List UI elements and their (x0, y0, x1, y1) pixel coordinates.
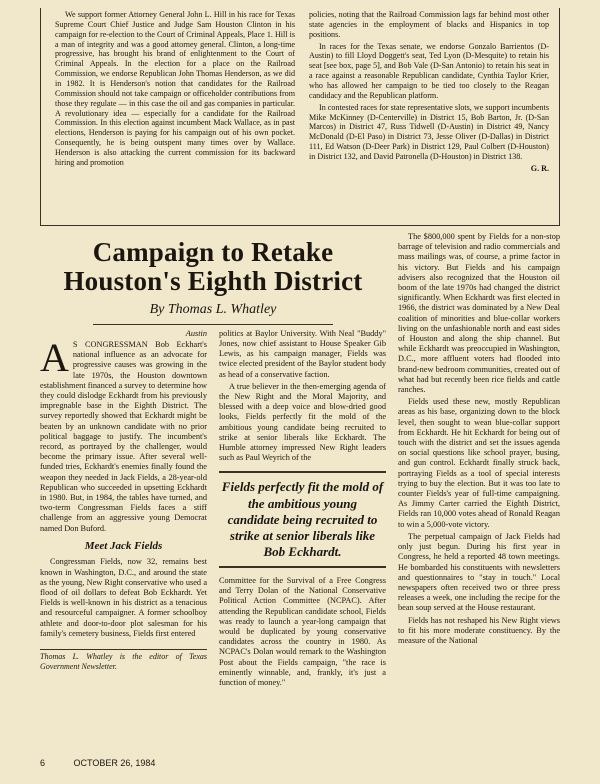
editor-signature: G. R. (530, 163, 549, 173)
endorsements-right-column (309, 10, 549, 221)
pull-quote: Fields perfectly fit the mold of the ambitious young candidate being recruited to strike at senior liberals like Bob Eckhardt. (219, 471, 386, 568)
lead-paragraph (40, 334, 207, 534)
body-paragraph: Fields used these new, mostly Republican areas as his base, organizing down to the block level, then sought to wean blue-collar support from Eckhardt. He hit Eckhardt for being out of touch with the district and set the issues agenda on social questions like school prayer, busing, and gun control. Eckhardt finally struck back, portraying Fields as a tool of special interests trying to buy the election. But it was too late to counter Fields's year of full-time campaigning. As Jimmy Carter carried the Eighth District, Fields ran 10,000 votes ahead of Ronald Reagan to win a 5,000-vote victory. (398, 397, 560, 529)
endorsements-left-column (55, 10, 295, 221)
editorial-endorsements-box (40, 8, 560, 226)
article-column-1 (40, 329, 207, 690)
article-column-2 (219, 329, 386, 690)
byline-divider (93, 324, 333, 325)
article-column-3 (398, 232, 560, 690)
body-paragraph: politics at Baylor University. With Neal "Buddy" Jones, now chief assistant to House Speaker Gib Lewis, as his campaign manager, Fields was twice elected president of the Baylor student body as head of a conservative faction. (219, 328, 386, 379)
body-paragraph: The perpetual campaign of Jack Fields had only just begun. During his first year in Congress, he held a reported 48 town meetings. He bombarded his constituents with newsletters and questionnaires to "stay in touch." Local newspapers often received two or three press releases a week, one including the recipe for the bean soup served at the House restaurant. (398, 531, 560, 613)
endorsement-paragraph: We support former Attorney General John L. Hill in his race for Texas Supreme Court Chief Justice and Judge Sam Houston Clinton in his campaign for re-election to the Court of Criminal Appeals, Place 1. Hill is a man of integrity and was a good attorney general. Clinton, a long-time progressive, has brought his brand of enlightenment to the Court of Criminal Appeals. In the election for a place on the Railroad Commission, we endorse Republican John Thomas Henderson, as we did in 1982. It is Henderson's notion that candidates for the Railroad Commission should not take campaign or officeholder contributions from those they regulate — in this case the oil and gas companies in particular. A revolutionary idea — especially for a candidate for the Railroad Commission. In this election against incumbent Mack Wallace, as in past elections, Henderson is paying for his campaign out of his own pocket. Consequently, he is being outspent many times over by Wallace. Henderson is also attacking the current commission for its backward hiring and promotion (55, 10, 295, 167)
drop-cap: A (40, 334, 69, 380)
article-two-columns (40, 329, 386, 690)
page-footer (40, 758, 181, 768)
body-paragraph: Congressman Fields, now 32, remains best known in Washington, D.C., and around the state as the young, New Right conservative who used a flood of oil dollars to defeat Bob Eckhardt. Yet Fields is well-known in his district as a tenacious and resourceful campaigner. A former schoolboy athlete and door-to-door plot salesman for his family's cemetery business, Fields first entered (40, 557, 207, 638)
article-headline: Campaign to Retake Houston's Eighth District (63, 237, 363, 296)
endorsement-paragraph: policies, noting that the Railroad Commission lags far behind most other state agencies in the employment of blacks and Hispanics in top positions. (309, 10, 549, 39)
issue-date: OCTOBER 26, 1984 (73, 758, 156, 768)
article-dateline: Austin (185, 328, 207, 338)
lead-text: S CONGRESSMAN Bob Eckhart's national influence as an advocate for progressive causes was growing in the late 1970s, the Houston downtown establishment financed a survey to determine how they could dislodge Eckhardt from his previously impregnable base in the Eighth District. The survey reportedly showed that Eckhardt might be beaten by an unknown candidate with no prior political baggage to justify. The incumbent's record, as portrayed by the challenger, would become the primary issue. After several well-funded tries, Eckhardt's enemies finally found the weapon they needed in Jack Fields, a 28-year-old Republican who succeeded in upsetting Eckhardt in 1980. But, in 1984, the tables have turned, and two-term Congressman Fields faces a stiff challenge from an aggressive young Democrat named Don Buford. (40, 339, 207, 533)
author-note: Thomas L. Whatley is the editor of Texas Government Newsletter. (40, 649, 207, 672)
article-byline: By Thomas L. Whatley (149, 301, 277, 317)
section-subhead: Meet Jack Fields (84, 539, 163, 552)
endorsement-paragraph: In races for the Texas senate, we endorse Gonzalo Barrientos (D-Austin) to fill Lloyd Doggett's seat, Ted Lyon (D-Mesquite) to retain his seat [see box, page 5], and Bob Vale (D-San Antonio) to retain his seat in a race against a reasonable Republican candidate, Cynthia Taylor Krier, who has allowed her campaign to be tied too closely to the Reagan candidacy and the Republican platform. (309, 41, 549, 100)
article-left-area (40, 232, 386, 690)
body-paragraph: A true believer in the then-emerging agenda of the New Right and the Moral Majority, and blessed with a deep voice and blow-dried good looks, Fields perfectly fit the mold of the ambitious young candidate being recruited to strike at senior liberals like Eckhardt. The Humble attorney impressed New Right leaders such as Paul Weyrich of the (219, 381, 386, 463)
endorsement-paragraph: In contested races for state representative slots, we support incumbents Mike McKinney (D-Centerville) in District 15, Bob Barton, Jr. (D-San Marcos) in District 47, Russ Tidwell (D-Austin) in District 49, Nancy McDonald (D-El Paso) in District 73, Jesse Oliver (D-Dallas) in District 111, Ed Watson (D-Deer Park) in District 129, Paul Colbert (D-Houston) in District 132, and David Patronella (D-Houston) in District 138. (309, 102, 549, 162)
body-paragraph: The $800,000 spent by Fields for a non-stop barrage of television and radio commercials and mass mailings was, of course, a prime factor in his victory. But Fields and his campaign advisers also recognized that the Houston oil boom of the late 1970s had changed the district significantly. When Eckhardt was first elected in 1966, the district was dominated by a New Deal coalition of minorities and blue-collar workers living on the unfashionable north and east sides of Houston and along the ship channel. But while Eckhardt was preoccupied in Washington, D.C., more affluent voters had flooded into brand-new bedroom communities, created out of what had but recently been rice fields and cattle ranches. (398, 232, 560, 395)
body-paragraph: Committee for the Survival of a Free Congress and Terry Dolan of the National Conservative Political Action Committee (NCPAC). After attending the Republican candidate school, Fields was ready to launch a year-long campaign that would be duplicated by young conservative candidates across the country in 1980. As NCPAC's Dolan would remark to the Washington Post about the Fields campaign, "the race is eminently winnable, and, frankly, it's just a function of money." (219, 575, 386, 687)
body-paragraph: Fields has not reshaped his New Right views to fit his more moderate constituency. By the measure of the National (398, 615, 560, 645)
article-body (40, 232, 560, 690)
page-number: 6 (40, 758, 46, 768)
